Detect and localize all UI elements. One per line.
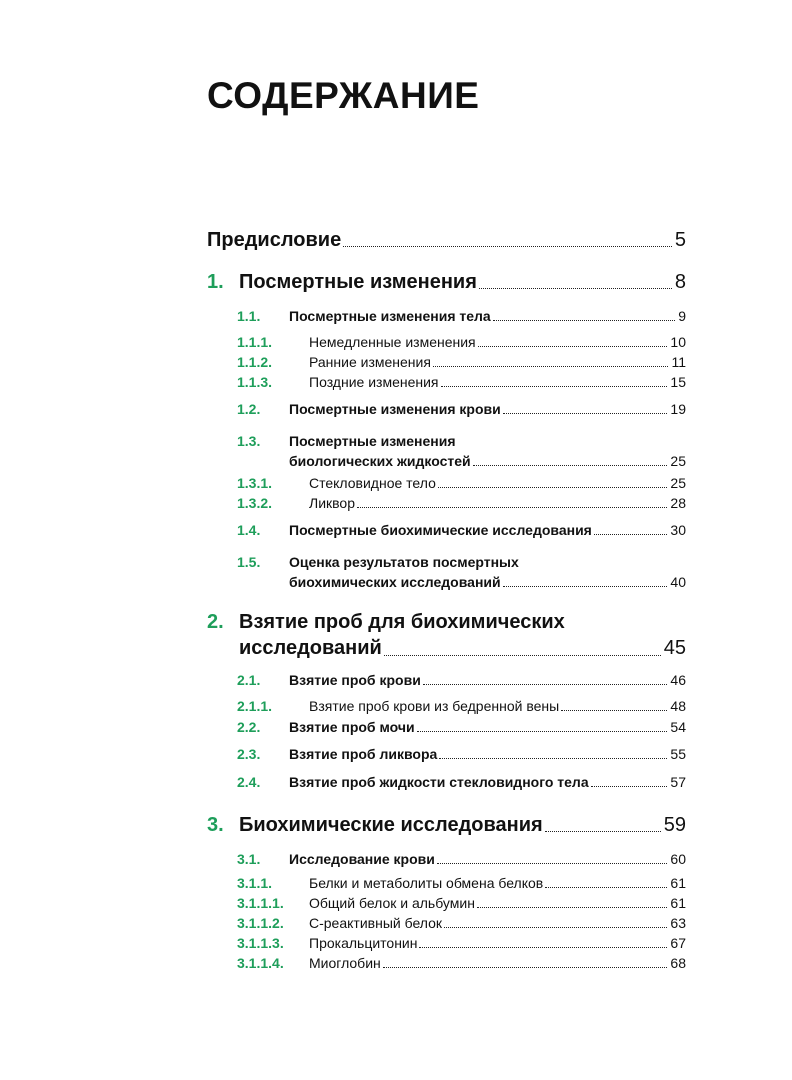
- toc-entry-page: 60: [670, 851, 686, 867]
- toc-entry[interactable]: [237, 520, 686, 540]
- toc-entry-number: 1.3.1.: [237, 475, 273, 491]
- toc-entry-page: 48: [670, 698, 686, 714]
- toc-entry-page: 8: [674, 271, 686, 293]
- toc-entry-title: Взятие проб для биохимических: [239, 611, 565, 633]
- toc-entry[interactable]: [237, 493, 686, 513]
- toc-entry[interactable]: [237, 849, 686, 869]
- toc-entry-page: 57: [670, 774, 686, 790]
- toc-entry-title: Исследование крови: [289, 851, 435, 867]
- toc-entry-page: 28: [670, 495, 686, 511]
- toc-entry-title: Посмертные изменения: [289, 433, 456, 449]
- toc-entry-page: 61: [670, 895, 686, 911]
- dot-leader: [383, 967, 668, 968]
- toc-entry-page: 59: [663, 814, 686, 836]
- dot-leader: [479, 288, 672, 289]
- toc-entry[interactable]: [207, 609, 686, 661]
- toc-entry-number: 1.1.2.: [237, 354, 273, 370]
- toc-entry-title: Оценка результатов посмертных: [289, 554, 519, 570]
- toc-entry-page: 5: [674, 229, 686, 251]
- toc-entry-page: 25: [670, 453, 686, 469]
- toc-entry-title: биохимических исследований: [289, 574, 501, 590]
- toc-entry[interactable]: [237, 717, 686, 737]
- toc-entry-number: 1.: [207, 271, 224, 293]
- toc-entry-page: 45: [663, 637, 686, 659]
- toc-entry[interactable]: [237, 352, 686, 372]
- toc-entry-page: 10: [670, 334, 686, 350]
- toc-entry-number: 3.1.: [237, 851, 261, 867]
- toc-entry[interactable]: [237, 306, 686, 326]
- toc-entry-title: Взятие проб жидкости стекловидного тела: [289, 774, 589, 790]
- toc-entry-page: 30: [670, 522, 686, 538]
- toc-entry-title: Миоглобин: [309, 955, 381, 971]
- dot-leader: [503, 413, 668, 414]
- toc-entry-title: Общий белок и альбумин: [309, 895, 475, 911]
- toc-entry[interactable]: [237, 332, 686, 352]
- toc-entry[interactable]: [237, 913, 686, 933]
- toc-entry[interactable]: [207, 270, 686, 294]
- toc-entry[interactable]: [237, 744, 686, 764]
- toc-entry-title: Взятие проб крови: [289, 672, 421, 688]
- toc-entry-page: 9: [678, 308, 686, 324]
- toc-entry[interactable]: [237, 552, 686, 592]
- toc-entry-title: Прокальцитонин: [309, 935, 418, 951]
- toc-entry-number: 1.3.: [237, 433, 261, 449]
- dot-leader: [417, 731, 668, 732]
- toc-entry-page: 19: [670, 401, 686, 417]
- toc-entry[interactable]: [207, 813, 686, 837]
- toc-entry-number: 3.1.1.: [237, 875, 273, 891]
- toc-entry[interactable]: [237, 473, 686, 493]
- toc-entry-page: 40: [670, 574, 686, 590]
- toc-entry-number: 1.3.2.: [237, 495, 273, 511]
- dot-leader: [591, 786, 668, 787]
- toc-entry[interactable]: [237, 953, 686, 973]
- toc-entry-title: Поздние изменения: [309, 374, 439, 390]
- dot-leader: [594, 534, 668, 535]
- toc-entry-number: 3.1.1.1.: [237, 895, 284, 911]
- toc-entry-page: 25: [670, 475, 686, 491]
- toc-entry-number: 2.2.: [237, 719, 261, 735]
- toc-entry-number: 2.: [207, 611, 224, 633]
- toc-entry-title: С-реактивный белок: [309, 915, 443, 931]
- dot-leader: [357, 507, 667, 508]
- toc-entry[interactable]: [237, 933, 686, 953]
- dot-leader: [419, 947, 667, 948]
- toc-entry-title: Стекловидное тело: [309, 475, 436, 491]
- dot-leader: [423, 684, 668, 685]
- toc-entry[interactable]: [207, 228, 686, 252]
- dot-leader: [439, 758, 667, 759]
- dot-leader: [438, 487, 668, 488]
- dot-leader: [444, 927, 667, 928]
- toc-entry-title: Ранние изменения: [309, 354, 431, 370]
- dot-leader: [561, 710, 667, 711]
- dot-leader: [478, 346, 668, 347]
- toc-entry-title: Взятие проб мочи: [289, 719, 415, 735]
- toc-entry-page: 54: [670, 719, 686, 735]
- toc-entry-number: 1.1.1.: [237, 334, 273, 350]
- toc-entry-title: Посмертные изменения тела: [289, 308, 491, 324]
- page-title: СОДЕРЖАНИЕ: [207, 75, 480, 116]
- toc-entry[interactable]: [237, 696, 686, 716]
- dot-leader: [437, 863, 668, 864]
- toc-entry-page: 11: [671, 354, 686, 370]
- toc-entry-number: 2.3.: [237, 746, 261, 762]
- dot-leader: [343, 246, 672, 247]
- toc-entry-page: 46: [670, 672, 686, 688]
- toc-entry[interactable]: [237, 670, 686, 690]
- toc-entry[interactable]: [237, 431, 686, 471]
- toc-entry-number: 1.1.3.: [237, 374, 273, 390]
- toc-entry-title: исследований: [239, 637, 382, 659]
- toc-entry-page: 61: [670, 875, 686, 891]
- toc-entry-title: Предисловие: [207, 229, 342, 251]
- toc-entry-title: Ликвор: [309, 495, 355, 511]
- dot-leader: [384, 655, 661, 656]
- toc-entry-number: 3.: [207, 814, 224, 836]
- dot-leader: [545, 887, 667, 888]
- toc-entry[interactable]: [237, 399, 686, 419]
- dot-leader: [433, 366, 669, 367]
- toc-entry[interactable]: [237, 372, 686, 392]
- toc-entry-title: Взятие проб крови из бедренной вены: [309, 698, 560, 714]
- toc-entry-title: Белки и метаболиты обмена белков: [309, 875, 544, 891]
- toc-entry-number: 3.1.1.3.: [237, 935, 284, 951]
- toc-entry-title: Биохимические исследования: [239, 814, 543, 836]
- toc-entry-title: биологических жидкостей: [289, 453, 471, 469]
- toc-entry-number: 2.1.: [237, 672, 261, 688]
- toc-entry-number: 3.1.1.2.: [237, 915, 284, 931]
- toc-entry-title: Немедленные изменения: [309, 334, 476, 350]
- dot-leader: [477, 907, 667, 908]
- toc-entry-title: Взятие проб ликвора: [289, 746, 438, 762]
- toc-entry-page: 55: [670, 746, 686, 762]
- toc-entry[interactable]: [237, 772, 686, 792]
- toc-entry-title: Посмертные изменения: [239, 271, 477, 293]
- dot-leader: [545, 831, 661, 832]
- toc-entry-page: 68: [670, 955, 686, 971]
- dot-leader: [441, 386, 668, 387]
- toc-entry-page: 63: [670, 915, 686, 931]
- toc-entry[interactable]: [237, 893, 686, 913]
- toc-entry-number: 1.1.: [237, 308, 261, 324]
- toc-entry[interactable]: [237, 873, 686, 893]
- dot-leader: [503, 586, 668, 587]
- toc-entry-number: 1.4.: [237, 522, 261, 538]
- toc-entry-page: 15: [670, 374, 686, 390]
- toc-entry-title: Посмертные изменения крови: [289, 401, 501, 417]
- toc-entry-page: 67: [670, 935, 686, 951]
- toc-entry-number: 2.4.: [237, 774, 261, 790]
- toc-entry-number: 1.2.: [237, 401, 261, 417]
- toc-entry-title: Посмертные биохимические исследования: [289, 522, 592, 538]
- dot-leader: [493, 320, 675, 321]
- toc-entry-number: 1.5.: [237, 554, 261, 570]
- dot-leader: [473, 465, 668, 466]
- toc-entry-number: 2.1.1.: [237, 698, 273, 714]
- toc-entry-number: 3.1.1.4.: [237, 955, 284, 971]
